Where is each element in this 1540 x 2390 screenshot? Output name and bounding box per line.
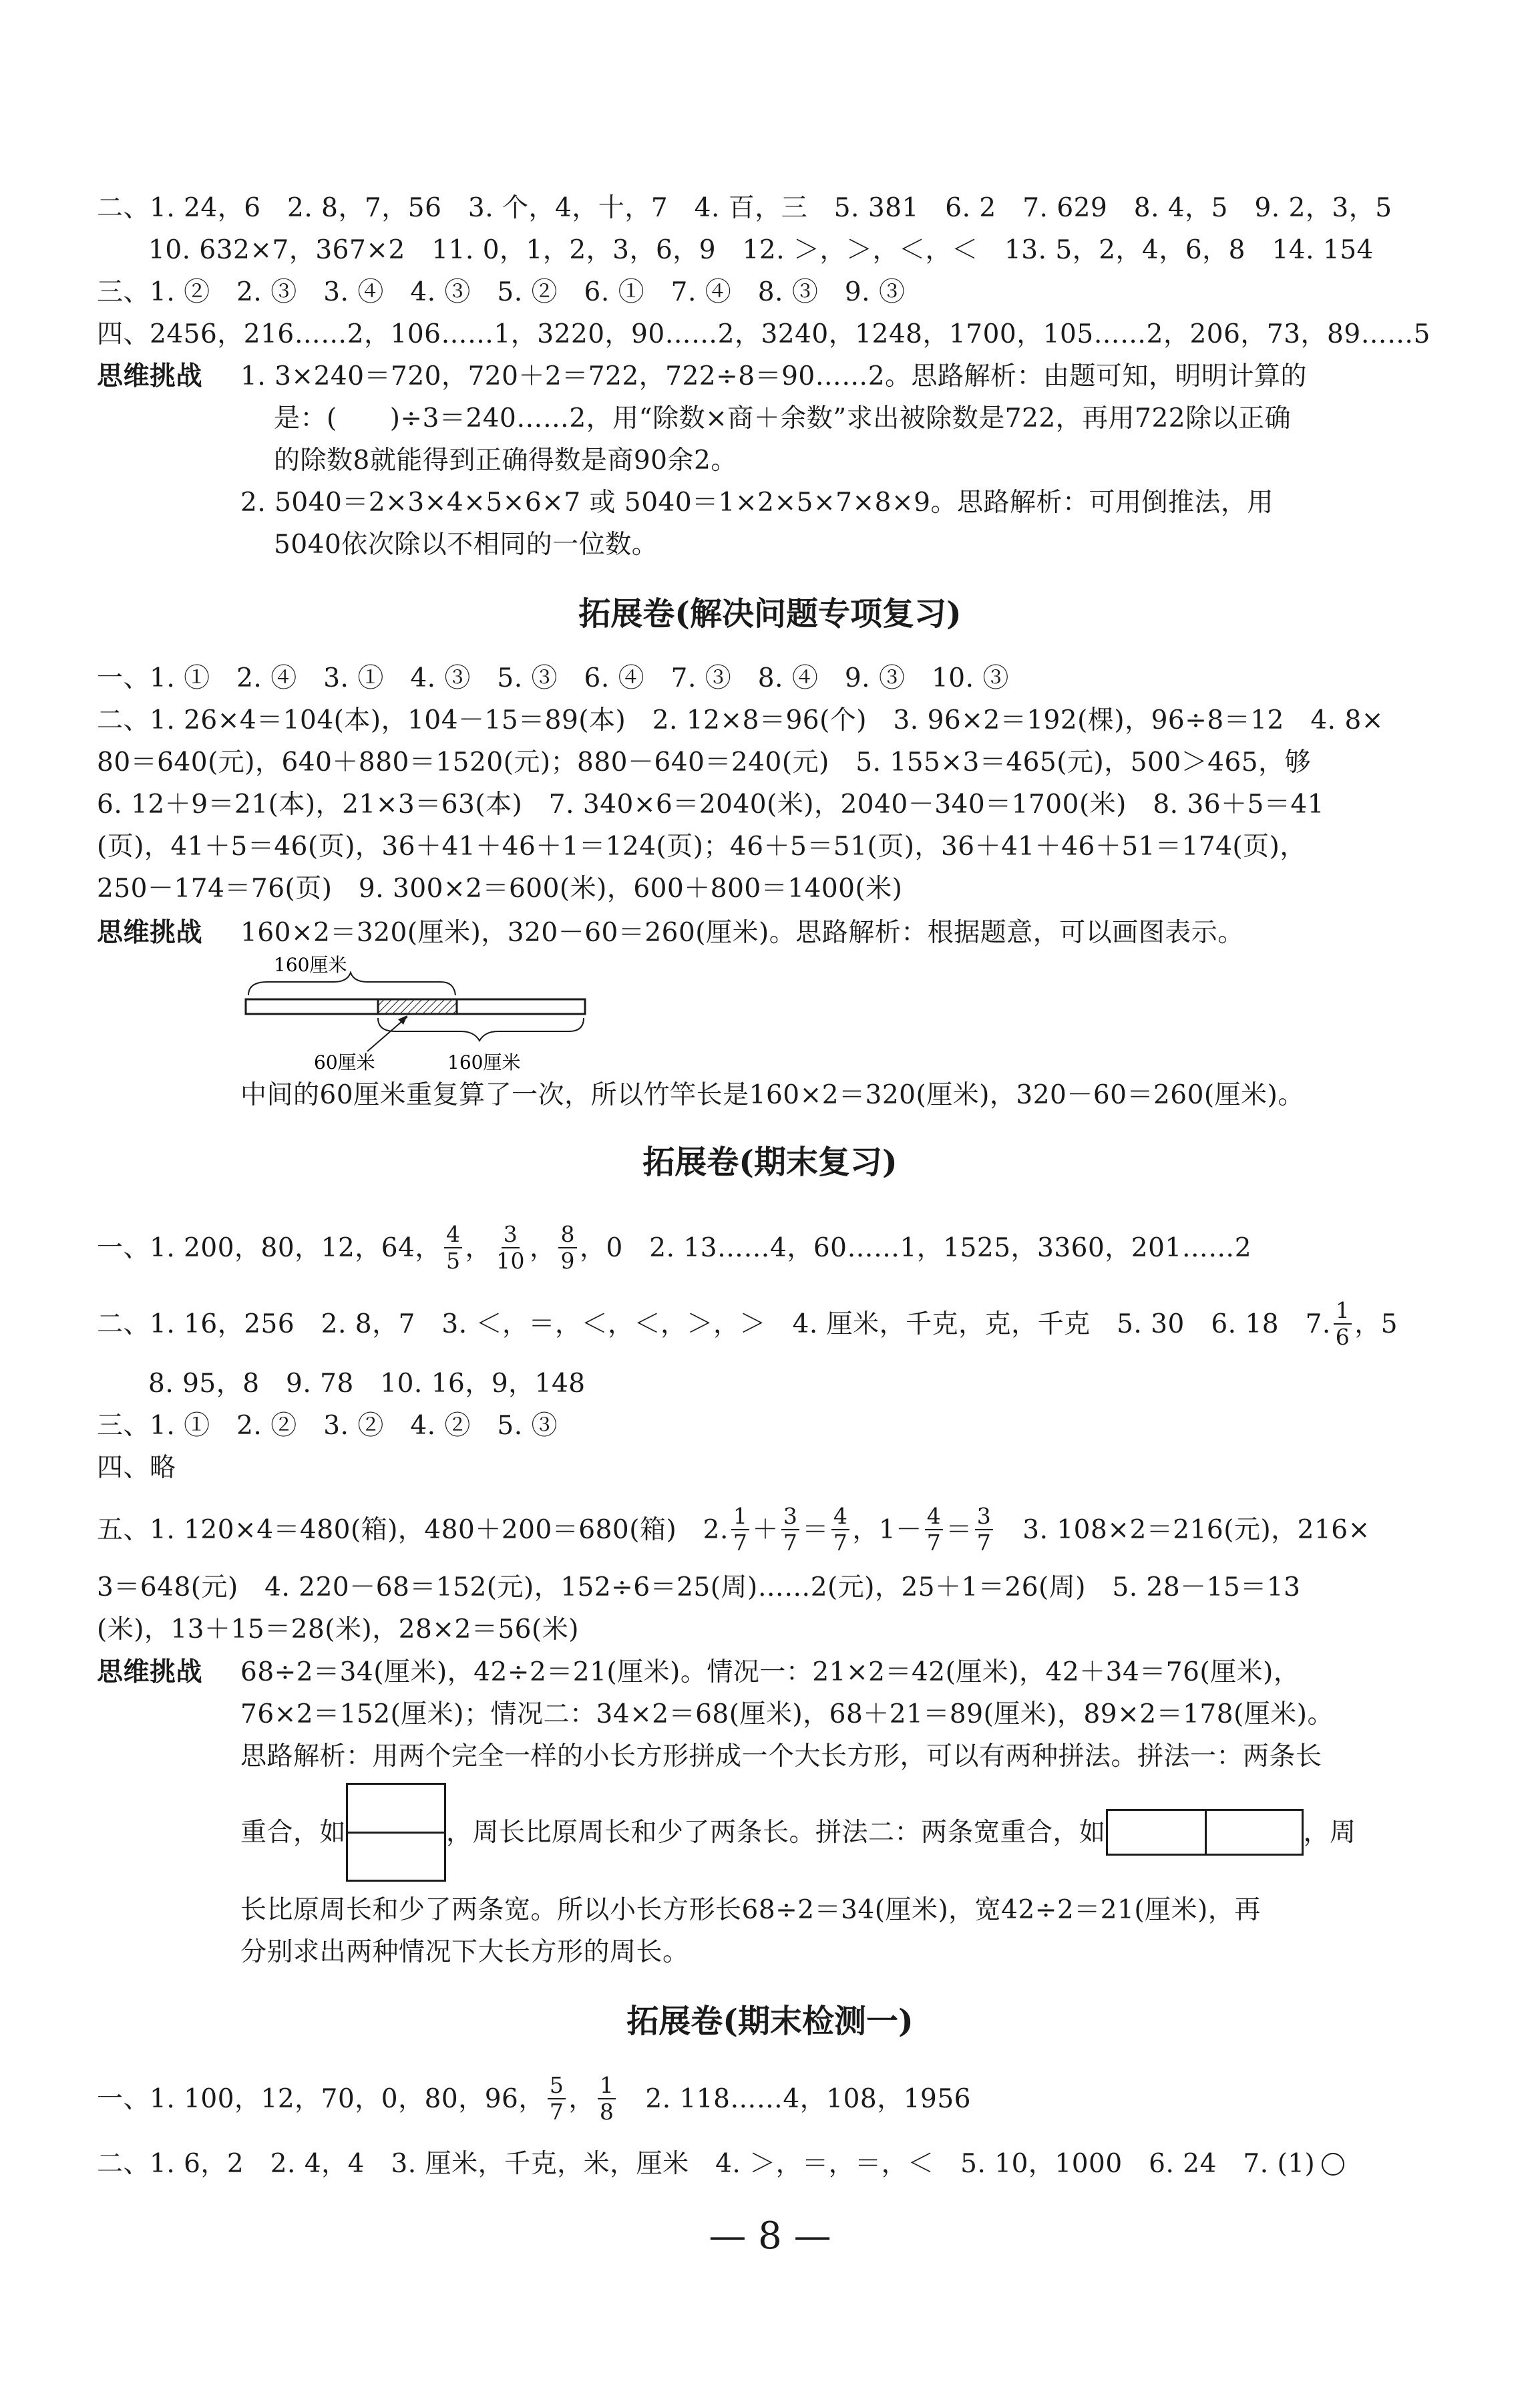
answer-line [97, 2151, 1344, 2177]
section-title: 拓展卷(期末复习) [642, 1144, 898, 1181]
section-title: 拓展卷(解决问题专项复习) [578, 595, 962, 633]
denominator: 5 [445, 1248, 461, 1274]
text-segment: ，周长比原周长和少了两条长。拼法二：两条宽重合，如 [446, 1817, 1106, 1848]
answer-line: 三、1. ① 2. ② 3. ② 4. ② 5. ③ [97, 1411, 558, 1441]
denominator: 7 [733, 1530, 748, 1556]
numerator: 1 [731, 1504, 750, 1530]
challenge-line: 1. 3×240＝720，720＋2＝722，722÷8＝90……2。思路解析：由题可知，明明计算的 [240, 361, 1308, 391]
challenge-line: 中间的60厘米重复算了一次，所以竹竿长是160×2＝320(厘米)，320－60＝260(厘米)。 [240, 1080, 1304, 1110]
fraction [494, 1222, 527, 1274]
answer-line: 8. 95，8 9. 78 10. 16，9，148 [148, 1369, 586, 1399]
answer-line: 四、略 [97, 1453, 176, 1483]
answer-line: (页)，41＋5＝46(页)，36＋41＋46＋1＝124(页)；46＋5＝51(页)，36＋41＋46＋51＝174(页)， [97, 832, 1306, 862]
answer-line: 二、1. 26×4＝104(本)，104－15＝89(本) 2. 12×8＝96(个) 3. 96×2＝192(棵)，96÷8＝12 4. 8× [97, 705, 1384, 735]
denominator: 7 [926, 1530, 942, 1556]
numerator: 3 [502, 1222, 520, 1248]
fraction [975, 1504, 994, 1556]
operator: ＝ [946, 1514, 972, 1545]
bottom-length-label: 160厘米 [447, 1051, 521, 1073]
numerator: 4 [444, 1222, 463, 1248]
operator: ，1－ [852, 1514, 922, 1545]
fraction [925, 1504, 944, 1556]
challenge-label: 思维挑战 [97, 917, 203, 948]
comma: ， [529, 1232, 556, 1263]
denominator: 7 [783, 1530, 798, 1556]
answer-line: 10. 632×7，367×2 11. 0，1，2，3，6，9 12. ＞，＞，＜，＜ 13. 5，2，4，6，8 14. 154 [148, 235, 1374, 265]
challenge-line: 分别求出两种情况下大长方形的周长。 [240, 1937, 689, 1967]
text-segment: ，周 [1303, 1817, 1356, 1848]
stacked-rectangles-figure [346, 1783, 446, 1882]
overlap-label: 60厘米 [314, 1051, 375, 1073]
text-segment: 五、1. 120×4＝480(箱)，480＋200＝680(箱) 2. [97, 1514, 729, 1545]
side-by-side-rectangles-figure [1106, 1809, 1304, 1856]
circle-icon [1322, 2153, 1344, 2176]
denominator: 6 [1335, 1324, 1350, 1350]
fraction [444, 1222, 463, 1274]
numerator: 4 [925, 1504, 944, 1530]
fraction [558, 1222, 577, 1274]
challenge-line: 长比原周长和少了两条宽。所以小长方形长68÷2＝34(厘米)，宽42÷2＝21(厘米)，再 [240, 1895, 1261, 1925]
text-segment: ，0 2. 13……4，60……1，1525，3360，201……2 [579, 1232, 1252, 1263]
challenge-line: 的除数8就能得到正确得数是商90余2。 [274, 446, 737, 476]
denominator: 9 [560, 1248, 575, 1274]
numerator: 3 [975, 1504, 994, 1530]
fraction [1334, 1298, 1352, 1350]
numerator: 4 [831, 1504, 850, 1530]
numerator: 3 [781, 1504, 800, 1530]
bottom-brace [378, 1018, 584, 1041]
numerator: 5 [548, 2073, 566, 2099]
fraction [831, 1504, 850, 1556]
numerator: 8 [558, 1222, 577, 1248]
answer-line: 80＝640(元)，640＋880＝1520(元)；880－640＝240(元) 5. 155×3＝465(元)，500＞465，够 [97, 747, 1312, 778]
answer-line [97, 1214, 1252, 1281]
challenge-line: 思路解析：用两个完全一样的小长方形拼成一个大长方形，可以有两种拼法。拼法一：两条长 [240, 1741, 1322, 1771]
answer-line [97, 1291, 1398, 1357]
challenge-line: 是：( )÷3＝240……2，用“除数×商＋余数”求出被除数是722，再用722除以正确 [274, 403, 1292, 434]
text-segment: 一、1. 100，12，70，0，80，96， [97, 2083, 545, 2114]
answer-line: 一、1. ① 2. ④ 3. ① 4. ③ 5. ③ 6. ④ 7. ③ 8. ④ 9. ③ 10. ③ [97, 663, 1009, 693]
text-segment: 一、1. 200，80，12，64， [97, 1232, 441, 1263]
answer-line: 6. 12＋9＝21(本)，21×3＝63(本) 7. 340×6＝2040(米)，2040－340＝1700(米) 8. 36＋5＝41 [97, 790, 1325, 820]
denominator: 7 [549, 2099, 564, 2125]
top-brace [248, 973, 455, 995]
fraction [731, 1504, 750, 1556]
challenge-line: 2. 5040＝2×3×4×5×6×7 或 5040＝1×2×5×7×8×9。思路解析：可用倒推法，用 [240, 488, 1274, 518]
challenge-line: 76×2＝152(厘米)；情况二：34×2＝68(厘米)，68＋21＝89(厘米)，89×2＝178(厘米)。 [240, 1699, 1334, 1729]
answer-line: 三、1. ② 2. ③ 3. ④ 4. ③ 5. ② 6. ① 7. ④ 8. ③ 9. ③ [97, 277, 906, 307]
text-segment: 二、1. 6，2 2. 4，4 3. 厘米，千克，米，厘米 4. ＞，＝，＝，＜ 5. 10，1000 6. 24 7. (1) [97, 2149, 1316, 2179]
overlap-segment [378, 999, 457, 1014]
denominator: 7 [976, 1530, 992, 1556]
fraction [598, 2073, 616, 2125]
fraction [781, 1504, 800, 1556]
text-segment: 3. 108×2＝216(元)，216× [1022, 1514, 1370, 1545]
answer-line: 250－174＝76(页) 9. 300×2＝600(米)，600＋800＝1400(米) [97, 874, 903, 904]
denominator: 7 [833, 1530, 848, 1556]
answer-line: 四、2456，216……2，106……1，3220，90……2，3240，1248，1700，105……2，206，73，89……5 [97, 319, 1430, 349]
operator: ＋ [752, 1514, 779, 1545]
challenge-line: 160×2＝320(厘米)，320－60＝260(厘米)。思路解析：根据题意，可以画图表示。 [240, 918, 1244, 948]
comma: ， [465, 1232, 492, 1263]
challenge-label: 思维挑战 [97, 1657, 203, 1687]
text-segment: 二、1. 16，256 2. 8，7 3. ＜，＝，＜，＜，＞，＞ 4. 厘米，千克，克，千克 5. 30 6. 18 7. [97, 1309, 1331, 1339]
section-title: 拓展卷(期末检测一) [626, 2003, 914, 2040]
divider-line [1205, 1811, 1207, 1854]
answer-line: (米)，13＋15＝28(米)，28×2＝56(米) [97, 1614, 579, 1645]
denominator: 10 [496, 1248, 525, 1274]
text-segment: 2. 118……4，108，1956 [645, 2083, 971, 2114]
divider-line [348, 1832, 444, 1834]
challenge-line: 68÷2＝34(厘米)，42÷2＝21(厘米)。情况一：21×2＝42(厘米)，42＋34＝76(厘米)， [240, 1657, 1300, 1687]
comma: ， [568, 2083, 595, 2114]
text-segment: 重合，如 [240, 1817, 347, 1848]
operator: ＝ [802, 1514, 829, 1545]
answer-line: 3＝648(元) 4. 220－68＝152(元)，152÷6＝25(周)……2(元)，25＋1＝26(周) 5. 28－15＝13 [97, 1572, 1301, 1602]
numerator: 1 [1334, 1298, 1352, 1325]
answer-line: 二、1. 24，6 2. 8，7，56 3. 个，4，十，7 4. 百，三 5. 381 6. 2 7. 629 8. 4，5 9. 2，3，5 [97, 193, 1392, 223]
denominator: 8 [599, 2099, 614, 2125]
challenge-line: 5040依次除以不相同的一位数。 [274, 530, 658, 560]
answer-line [97, 1496, 1370, 1563]
fraction [548, 2073, 566, 2125]
top-length-label: 160厘米 [274, 954, 347, 976]
numerator: 1 [598, 2073, 616, 2099]
text-segment: ，5 [1354, 1309, 1398, 1339]
challenge-label: 思维挑战 [97, 361, 203, 391]
page-number: — 8 — [709, 2214, 831, 2258]
answer-line [97, 2065, 971, 2132]
bamboo-diagram [240, 954, 601, 1074]
challenge-line [240, 1782, 1356, 1882]
